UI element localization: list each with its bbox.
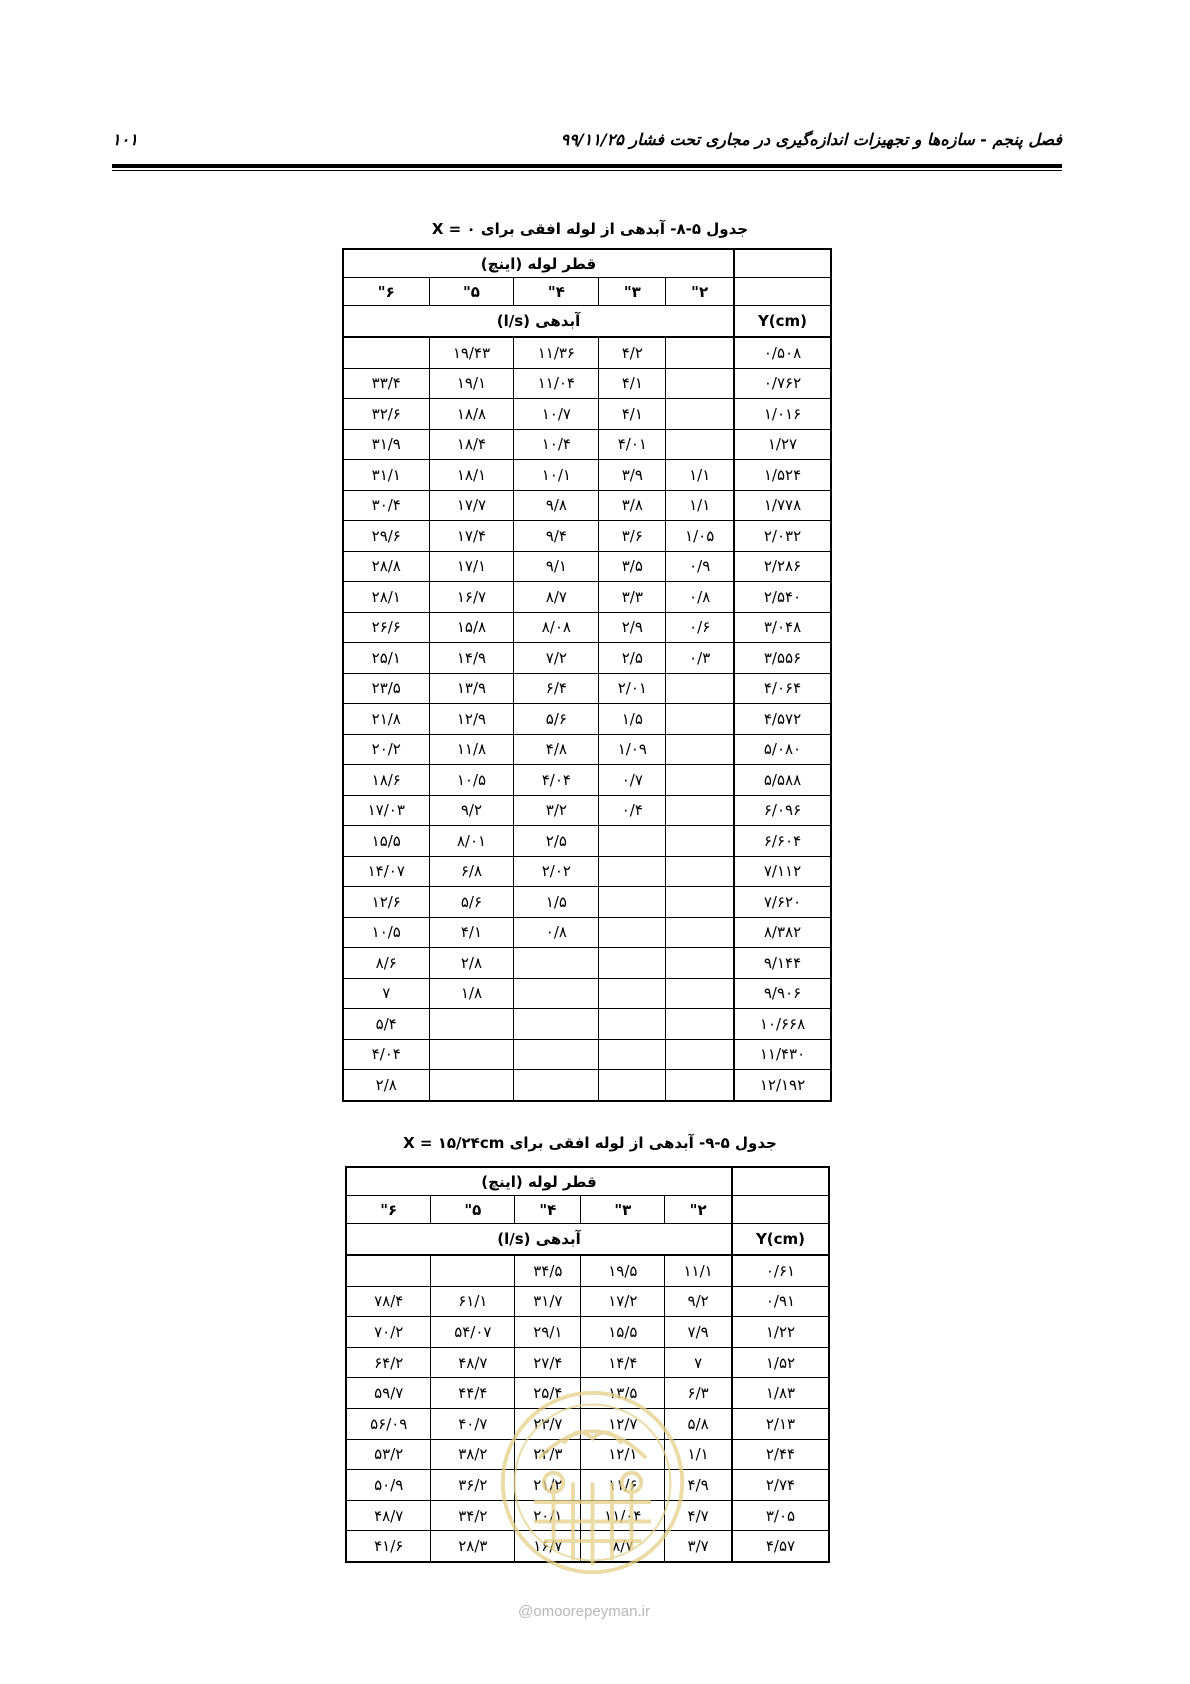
flow-value-cell: ۲۹/۶ xyxy=(343,521,429,552)
flow-value-cell: ۱۱/۶ xyxy=(581,1470,665,1501)
flow-value-cell: ۷ xyxy=(343,978,429,1009)
y-value-cell: ۱/۲۷ xyxy=(734,429,831,460)
flow-value-cell: ۸/۷ xyxy=(514,582,599,613)
table-row xyxy=(343,673,831,704)
flow-value-cell: ۲/۵ xyxy=(599,643,666,674)
table-row xyxy=(343,826,831,857)
flow-value-cell: ۱/۰۹ xyxy=(599,734,666,765)
flow-value-cell: ۱۳/۹ xyxy=(429,673,514,704)
flow-value-cell: ۴/۱ xyxy=(599,368,666,399)
y-value-cell: ۲/۱۳ xyxy=(732,1408,829,1439)
flow-value-cell: ۱۲/۱ xyxy=(581,1439,665,1470)
table-row xyxy=(343,337,831,368)
y-value-cell: ۱۰/۶۶۸ xyxy=(734,1009,831,1040)
pipe-size-header: ۳" xyxy=(599,278,666,306)
flow-header-row xyxy=(343,306,831,338)
pipe-size-header: ۲" xyxy=(666,278,734,306)
y-value-cell: ۱/۲۲ xyxy=(732,1317,829,1348)
y-value-cell: ۷/۶۲۰ xyxy=(734,887,831,918)
y-header-blank xyxy=(732,1167,829,1196)
flow-value-cell: ۵۶/۰۹ xyxy=(346,1408,431,1439)
flow-value-cell: ۷/۹ xyxy=(665,1317,732,1348)
flow-value-cell xyxy=(666,429,734,460)
table-row xyxy=(343,582,831,613)
flow-value-cell: ۱۷/۷ xyxy=(429,490,514,521)
flow-value-cell: ۲۰/۲ xyxy=(343,734,429,765)
flow-value-cell: ۳/۹ xyxy=(599,460,666,491)
flow-value-cell: ۴۱/۶ xyxy=(346,1531,431,1562)
flow-value-cell: ۳/۲ xyxy=(514,795,599,826)
table-row xyxy=(343,887,831,918)
flow-value-cell: ۲۱/۸ xyxy=(343,704,429,735)
flow-header: آبدهی (l/s) xyxy=(343,306,734,338)
flow-value-cell: ۸/۰۸ xyxy=(514,612,599,643)
flow-value-cell: ۲۸/۳ xyxy=(431,1531,515,1562)
y-value-cell: ۱۲/۱۹۲ xyxy=(734,1070,831,1101)
y-value-cell: ۰/۹۱ xyxy=(732,1286,829,1317)
flow-value-cell: ۱۲/۹ xyxy=(429,704,514,735)
sizes-row xyxy=(346,1196,829,1224)
flow-value-cell xyxy=(666,337,734,368)
flow-value-cell: ۱۰/۷ xyxy=(514,399,599,430)
flow-value-cell xyxy=(599,1009,666,1040)
table-row xyxy=(343,429,831,460)
flow-value-cell xyxy=(666,673,734,704)
flow-value-cell xyxy=(666,399,734,430)
flow-value-cell: ۶۱/۱ xyxy=(431,1286,515,1317)
flow-value-cell: ۴۴/۴ xyxy=(431,1378,515,1409)
flow-value-cell: ۱/۰۵ xyxy=(666,521,734,552)
table-row xyxy=(343,978,831,1009)
flow-value-cell: ۱۵/۸ xyxy=(429,612,514,643)
flow-value-cell: ۱۲/۶ xyxy=(343,887,429,918)
flow-value-cell xyxy=(599,948,666,979)
y-value-cell: ۲/۲۸۶ xyxy=(734,551,831,582)
y-value-cell: ۶/۰۹۶ xyxy=(734,795,831,826)
flow-value-cell: ۴/۲ xyxy=(599,337,666,368)
flow-value-cell: ۲/۸ xyxy=(429,948,514,979)
flow-value-cell: ۵۹/۷ xyxy=(346,1378,431,1409)
flow-value-cell: ۴۸/۷ xyxy=(346,1500,431,1531)
flow-value-cell: ۱۱/۱ xyxy=(665,1255,732,1286)
pipe-size-header: ۴" xyxy=(514,278,599,306)
flow-header-row xyxy=(346,1224,829,1256)
table-row xyxy=(343,1070,831,1101)
table-row xyxy=(343,734,831,765)
table-row xyxy=(343,643,831,674)
flow-value-cell: ۳/۸ xyxy=(599,490,666,521)
y-value-cell: ۳/۵۵۶ xyxy=(734,643,831,674)
flow-value-cell: ۳/۷ xyxy=(665,1531,732,1562)
y-column-header: Y(cm) xyxy=(734,306,831,338)
flow-value-cell: ۱۹/۴۳ xyxy=(429,337,514,368)
flow-value-cell: ۳/۵ xyxy=(599,551,666,582)
flow-value-cell xyxy=(429,1039,514,1070)
flow-value-cell: ۱/۱ xyxy=(665,1439,732,1470)
flow-value-cell xyxy=(666,978,734,1009)
pipe-size-header: ۶" xyxy=(346,1196,431,1224)
flow-value-cell: ۱۵/۵ xyxy=(343,826,429,857)
flow-value-cell xyxy=(666,826,734,857)
flow-value-cell: ۱۹/۱ xyxy=(429,368,514,399)
flow-value-cell xyxy=(666,887,734,918)
table1 xyxy=(342,248,832,1102)
flow-value-cell: ۱۳/۵ xyxy=(581,1378,665,1409)
y-value-cell: ۵/۵۸۸ xyxy=(734,765,831,796)
flow-value-cell: ۱۴/۰۷ xyxy=(343,856,429,887)
y-value-cell: ۲/۷۴ xyxy=(732,1470,829,1501)
y-value-cell: ۱/۸۳ xyxy=(732,1378,829,1409)
y-value-cell: ۴/۰۶۴ xyxy=(734,673,831,704)
flow-value-cell: ۱۲/۷ xyxy=(581,1408,665,1439)
flow-value-cell: ۵/۸ xyxy=(665,1408,732,1439)
flow-value-cell xyxy=(431,1255,515,1286)
flow-value-cell: ۳/۳ xyxy=(599,582,666,613)
flow-value-cell: ۱۱/۳۶ xyxy=(514,337,599,368)
flow-value-cell: ۱/۵ xyxy=(514,887,599,918)
flow-value-cell: ۳۰/۴ xyxy=(343,490,429,521)
y-value-cell: ۶/۶۰۴ xyxy=(734,826,831,857)
flow-value-cell: ۱۰/۴ xyxy=(514,429,599,460)
flow-value-cell: ۲۱/۲ xyxy=(515,1470,581,1501)
flow-value-cell: ۳۱/۹ xyxy=(343,429,429,460)
flow-value-cell: ۵۴/۰۷ xyxy=(431,1317,515,1348)
flow-value-cell xyxy=(599,917,666,948)
flow-value-cell: ۸/۶ xyxy=(343,948,429,979)
flow-value-cell: ۴۰/۷ xyxy=(431,1408,515,1439)
y-value-cell: ۱۱/۴۳۰ xyxy=(734,1039,831,1070)
flow-value-cell: ۹/۲ xyxy=(429,795,514,826)
flow-value-cell: ۵۳/۲ xyxy=(346,1439,431,1470)
y-header-blank xyxy=(732,1196,829,1224)
table-row xyxy=(343,368,831,399)
y-value-cell: ۹/۹۰۶ xyxy=(734,978,831,1009)
flow-value-cell: ۲۸/۸ xyxy=(343,551,429,582)
flow-value-cell xyxy=(514,1070,599,1101)
flow-value-cell: ۰/۸ xyxy=(514,917,599,948)
table-row xyxy=(343,856,831,887)
table-row xyxy=(343,612,831,643)
flow-value-cell: ۲/۹ xyxy=(599,612,666,643)
table-row xyxy=(346,1347,829,1378)
pipe-size-header: ۶" xyxy=(343,278,429,306)
flow-value-cell: ۴۸/۷ xyxy=(431,1347,515,1378)
flow-value-cell: ۳۱/۱ xyxy=(343,460,429,491)
y-header-blank xyxy=(734,278,831,306)
table-row xyxy=(343,1039,831,1070)
y-value-cell: ۹/۱۴۴ xyxy=(734,948,831,979)
y-value-cell: ۱/۵۲ xyxy=(732,1347,829,1378)
y-value-cell: ۰/۷۶۲ xyxy=(734,368,831,399)
flow-value-cell xyxy=(666,1039,734,1070)
flow-value-cell: ۲۶/۶ xyxy=(343,612,429,643)
table-row xyxy=(343,490,831,521)
flow-value-cell xyxy=(346,1255,431,1286)
flow-value-cell: ۲/۰۲ xyxy=(514,856,599,887)
pipe-size-header: ۵" xyxy=(431,1196,515,1224)
flow-value-cell: ۴/۰۴ xyxy=(514,765,599,796)
y-value-cell: ۲/۵۴۰ xyxy=(734,582,831,613)
flow-value-cell xyxy=(599,978,666,1009)
flow-value-cell: ۶/۴ xyxy=(514,673,599,704)
flow-value-cell: ۳/۶ xyxy=(599,521,666,552)
table-row xyxy=(346,1255,829,1286)
flow-value-cell: ۱۴/۴ xyxy=(581,1347,665,1378)
table2-caption: جدول ۵-۹- آبدهی از لوله افقی برای X = ۱۵/۲۴cm xyxy=(403,1134,777,1152)
flow-value-cell xyxy=(666,795,734,826)
flow-value-cell: ۵/۶ xyxy=(429,887,514,918)
flow-value-cell: ۲/۸ xyxy=(343,1070,429,1101)
pipe-size-header: ۴" xyxy=(515,1196,581,1224)
flow-value-cell: ۱۱/۸ xyxy=(429,734,514,765)
flow-value-cell: ۱۸/۸ xyxy=(429,399,514,430)
flow-value-cell: ۱۷/۴ xyxy=(429,521,514,552)
flow-value-cell: ۲۵/۴ xyxy=(515,1378,581,1409)
flow-value-cell: ۴/۰۱ xyxy=(599,429,666,460)
y-value-cell: ۰/۶۱ xyxy=(732,1255,829,1286)
flow-value-cell: ۱/۸ xyxy=(429,978,514,1009)
flow-value-cell: ۳۴/۲ xyxy=(431,1500,515,1531)
table-row xyxy=(346,1286,829,1317)
flow-value-cell: ۶/۳ xyxy=(665,1378,732,1409)
flow-value-cell: ۴/۱ xyxy=(599,399,666,430)
flow-value-cell: ۱۸/۶ xyxy=(343,765,429,796)
y-header-blank xyxy=(734,249,831,278)
flow-value-cell: ۴/۷ xyxy=(665,1500,732,1531)
flow-value-cell: ۲۳/۷ xyxy=(515,1408,581,1439)
flow-value-cell: ۷۰/۲ xyxy=(346,1317,431,1348)
table-row xyxy=(343,765,831,796)
site-watermark: @omoorepeyman.ir xyxy=(518,1603,650,1620)
flow-value-cell: ۷۸/۴ xyxy=(346,1286,431,1317)
chapter-title: فصل پنجم - سازه‌ها و تجهیزات اندازه‌گیری در مجاری تحت فشار ۹۹/۱۱/۲۵ xyxy=(560,130,1062,149)
table-row xyxy=(343,521,831,552)
flow-header: آبدهی (l/s) xyxy=(346,1224,732,1256)
flow-value-cell xyxy=(666,765,734,796)
flow-value-cell: ۱۵/۵ xyxy=(581,1317,665,1348)
y-value-cell: ۵/۰۸۰ xyxy=(734,734,831,765)
flow-value-cell: ۱۱/۰۴ xyxy=(514,368,599,399)
publisher-seal-icon xyxy=(495,1385,690,1580)
flow-value-cell xyxy=(666,1070,734,1101)
flow-value-cell: ۹/۴ xyxy=(514,521,599,552)
flow-value-cell: ۲۹/۱ xyxy=(515,1317,581,1348)
flow-value-cell: ۵۰/۹ xyxy=(346,1470,431,1501)
y-value-cell: ۴/۵۷ xyxy=(732,1531,829,1562)
pipe-diameter-header: قطر لوله (اینچ) xyxy=(346,1167,732,1196)
y-value-cell: ۷/۱۱۲ xyxy=(734,856,831,887)
flow-value-cell: ۸/۷ xyxy=(581,1531,665,1562)
y-value-cell: ۱/۰۱۶ xyxy=(734,399,831,430)
y-column-header: Y(cm) xyxy=(732,1224,829,1256)
flow-value-cell: ۰/۸ xyxy=(666,582,734,613)
flow-value-cell: ۱۷/۰۳ xyxy=(343,795,429,826)
flow-value-cell: ۱۸/۱ xyxy=(429,460,514,491)
pipe-size-header: ۳" xyxy=(581,1196,665,1224)
table-row xyxy=(343,551,831,582)
flow-value-cell: ۱۹/۵ xyxy=(581,1255,665,1286)
flow-value-cell: ۲۲/۳ xyxy=(515,1439,581,1470)
flow-value-cell xyxy=(429,1009,514,1040)
flow-value-cell: ۹/۱ xyxy=(514,551,599,582)
flow-value-cell: ۲/۰۱ xyxy=(599,673,666,704)
flow-value-cell: ۱۶/۷ xyxy=(429,582,514,613)
y-value-cell: ۸/۳۸۲ xyxy=(734,917,831,948)
pipe-size-header: ۲" xyxy=(665,1196,732,1224)
flow-value-cell: ۱/۱ xyxy=(666,460,734,491)
flow-value-cell xyxy=(599,856,666,887)
flow-value-cell xyxy=(599,887,666,918)
flow-value-cell xyxy=(666,368,734,399)
flow-value-cell: ۴/۰۴ xyxy=(343,1039,429,1070)
flow-value-cell xyxy=(514,1009,599,1040)
flow-value-cell: ۳۶/۲ xyxy=(431,1470,515,1501)
flow-value-cell: ۱/۱ xyxy=(666,490,734,521)
flow-value-cell: ۳۴/۵ xyxy=(515,1255,581,1286)
table1-caption: جدول ۵-۸- آبدهی از لوله افقی برای X = ۰ xyxy=(431,220,749,238)
flow-value-cell: ۵/۴ xyxy=(343,1009,429,1040)
flow-value-cell: ۶/۸ xyxy=(429,856,514,887)
flow-value-cell: ۵/۶ xyxy=(514,704,599,735)
group-header-row xyxy=(346,1167,829,1196)
flow-value-cell: ۱/۵ xyxy=(599,704,666,735)
flow-value-cell xyxy=(666,948,734,979)
table-row xyxy=(343,917,831,948)
flow-value-cell: ۰/۷ xyxy=(599,765,666,796)
flow-value-cell: ۴/۹ xyxy=(665,1470,732,1501)
y-value-cell: ۳/۰۴۸ xyxy=(734,612,831,643)
flow-value-cell xyxy=(666,917,734,948)
flow-value-cell: ۱۷/۲ xyxy=(581,1286,665,1317)
flow-value-cell: ۲۰/۱ xyxy=(515,1500,581,1531)
flow-value-cell: ۴/۱ xyxy=(429,917,514,948)
page-header xyxy=(112,130,1062,154)
y-value-cell: ۴/۵۷۲ xyxy=(734,704,831,735)
flow-value-cell xyxy=(514,978,599,1009)
y-value-cell: ۳/۰۵ xyxy=(732,1500,829,1531)
flow-value-cell xyxy=(343,337,429,368)
table-row xyxy=(343,460,831,491)
y-value-cell: ۲/۰۳۲ xyxy=(734,521,831,552)
flow-value-cell: ۳۳/۴ xyxy=(343,368,429,399)
y-value-cell: ۱/۵۲۴ xyxy=(734,460,831,491)
flow-value-cell: ۳۱/۷ xyxy=(515,1286,581,1317)
flow-value-cell: ۹/۸ xyxy=(514,490,599,521)
y-value-cell: ۲/۴۴ xyxy=(732,1439,829,1470)
flow-value-cell xyxy=(666,1009,734,1040)
y-value-cell: ۰/۵۰۸ xyxy=(734,337,831,368)
flow-value-cell: ۳۲/۶ xyxy=(343,399,429,430)
flow-value-cell xyxy=(514,948,599,979)
y-value-cell: ۱/۷۷۸ xyxy=(734,490,831,521)
flow-value-cell xyxy=(666,734,734,765)
table-row xyxy=(343,704,831,735)
table-row xyxy=(346,1317,829,1348)
flow-value-cell: ۱۰/۵ xyxy=(429,765,514,796)
flow-value-cell xyxy=(599,1039,666,1070)
flow-value-cell xyxy=(599,1070,666,1101)
table-row xyxy=(343,1009,831,1040)
flow-value-cell: ۹/۲ xyxy=(665,1286,732,1317)
flow-value-cell: ۰/۶ xyxy=(666,612,734,643)
sizes-row xyxy=(343,278,831,306)
table-row xyxy=(343,948,831,979)
flow-value-cell: ۲۵/۱ xyxy=(343,643,429,674)
flow-value-cell xyxy=(514,1039,599,1070)
flow-value-cell: ۱۰/۱ xyxy=(514,460,599,491)
flow-value-cell: ۰/۹ xyxy=(666,551,734,582)
table1-body xyxy=(343,249,831,1101)
flow-value-cell: ۲۸/۱ xyxy=(343,582,429,613)
flow-value-cell xyxy=(666,704,734,735)
group-header-row xyxy=(343,249,831,278)
flow-value-cell: ۴/۸ xyxy=(514,734,599,765)
flow-value-cell: ۲۷/۴ xyxy=(515,1347,581,1378)
flow-value-cell xyxy=(599,826,666,857)
flow-value-cell: ۱۷/۱ xyxy=(429,551,514,582)
flow-value-cell: ۱۰/۵ xyxy=(343,917,429,948)
flow-value-cell: ۲۳/۵ xyxy=(343,673,429,704)
flow-value-cell: ۷ xyxy=(665,1347,732,1378)
pipe-size-header: ۵" xyxy=(429,278,514,306)
flow-value-cell: ۷/۲ xyxy=(514,643,599,674)
flow-value-cell: ۰/۴ xyxy=(599,795,666,826)
page-number: ۱۰۱ xyxy=(112,130,138,149)
flow-value-cell: ۶۴/۲ xyxy=(346,1347,431,1378)
pipe-diameter-header: قطر لوله (اینچ) xyxy=(343,249,734,278)
table-row xyxy=(343,795,831,826)
header-rule-thick xyxy=(112,164,1062,168)
flow-value-cell: ۱۸/۴ xyxy=(429,429,514,460)
flow-value-cell: ۳۸/۲ xyxy=(431,1439,515,1470)
flow-value-cell: ۲/۵ xyxy=(514,826,599,857)
flow-value-cell: ۱۶/۷ xyxy=(515,1531,581,1562)
flow-value-cell: ۱۴/۹ xyxy=(429,643,514,674)
flow-value-cell xyxy=(666,856,734,887)
flow-value-cell xyxy=(429,1070,514,1101)
flow-value-cell: ۱۱/۰۴ xyxy=(581,1500,665,1531)
table-row xyxy=(343,399,831,430)
flow-value-cell: ۸/۰۱ xyxy=(429,826,514,857)
flow-value-cell: ۰/۳ xyxy=(666,643,734,674)
header-rule-thin xyxy=(112,170,1062,171)
